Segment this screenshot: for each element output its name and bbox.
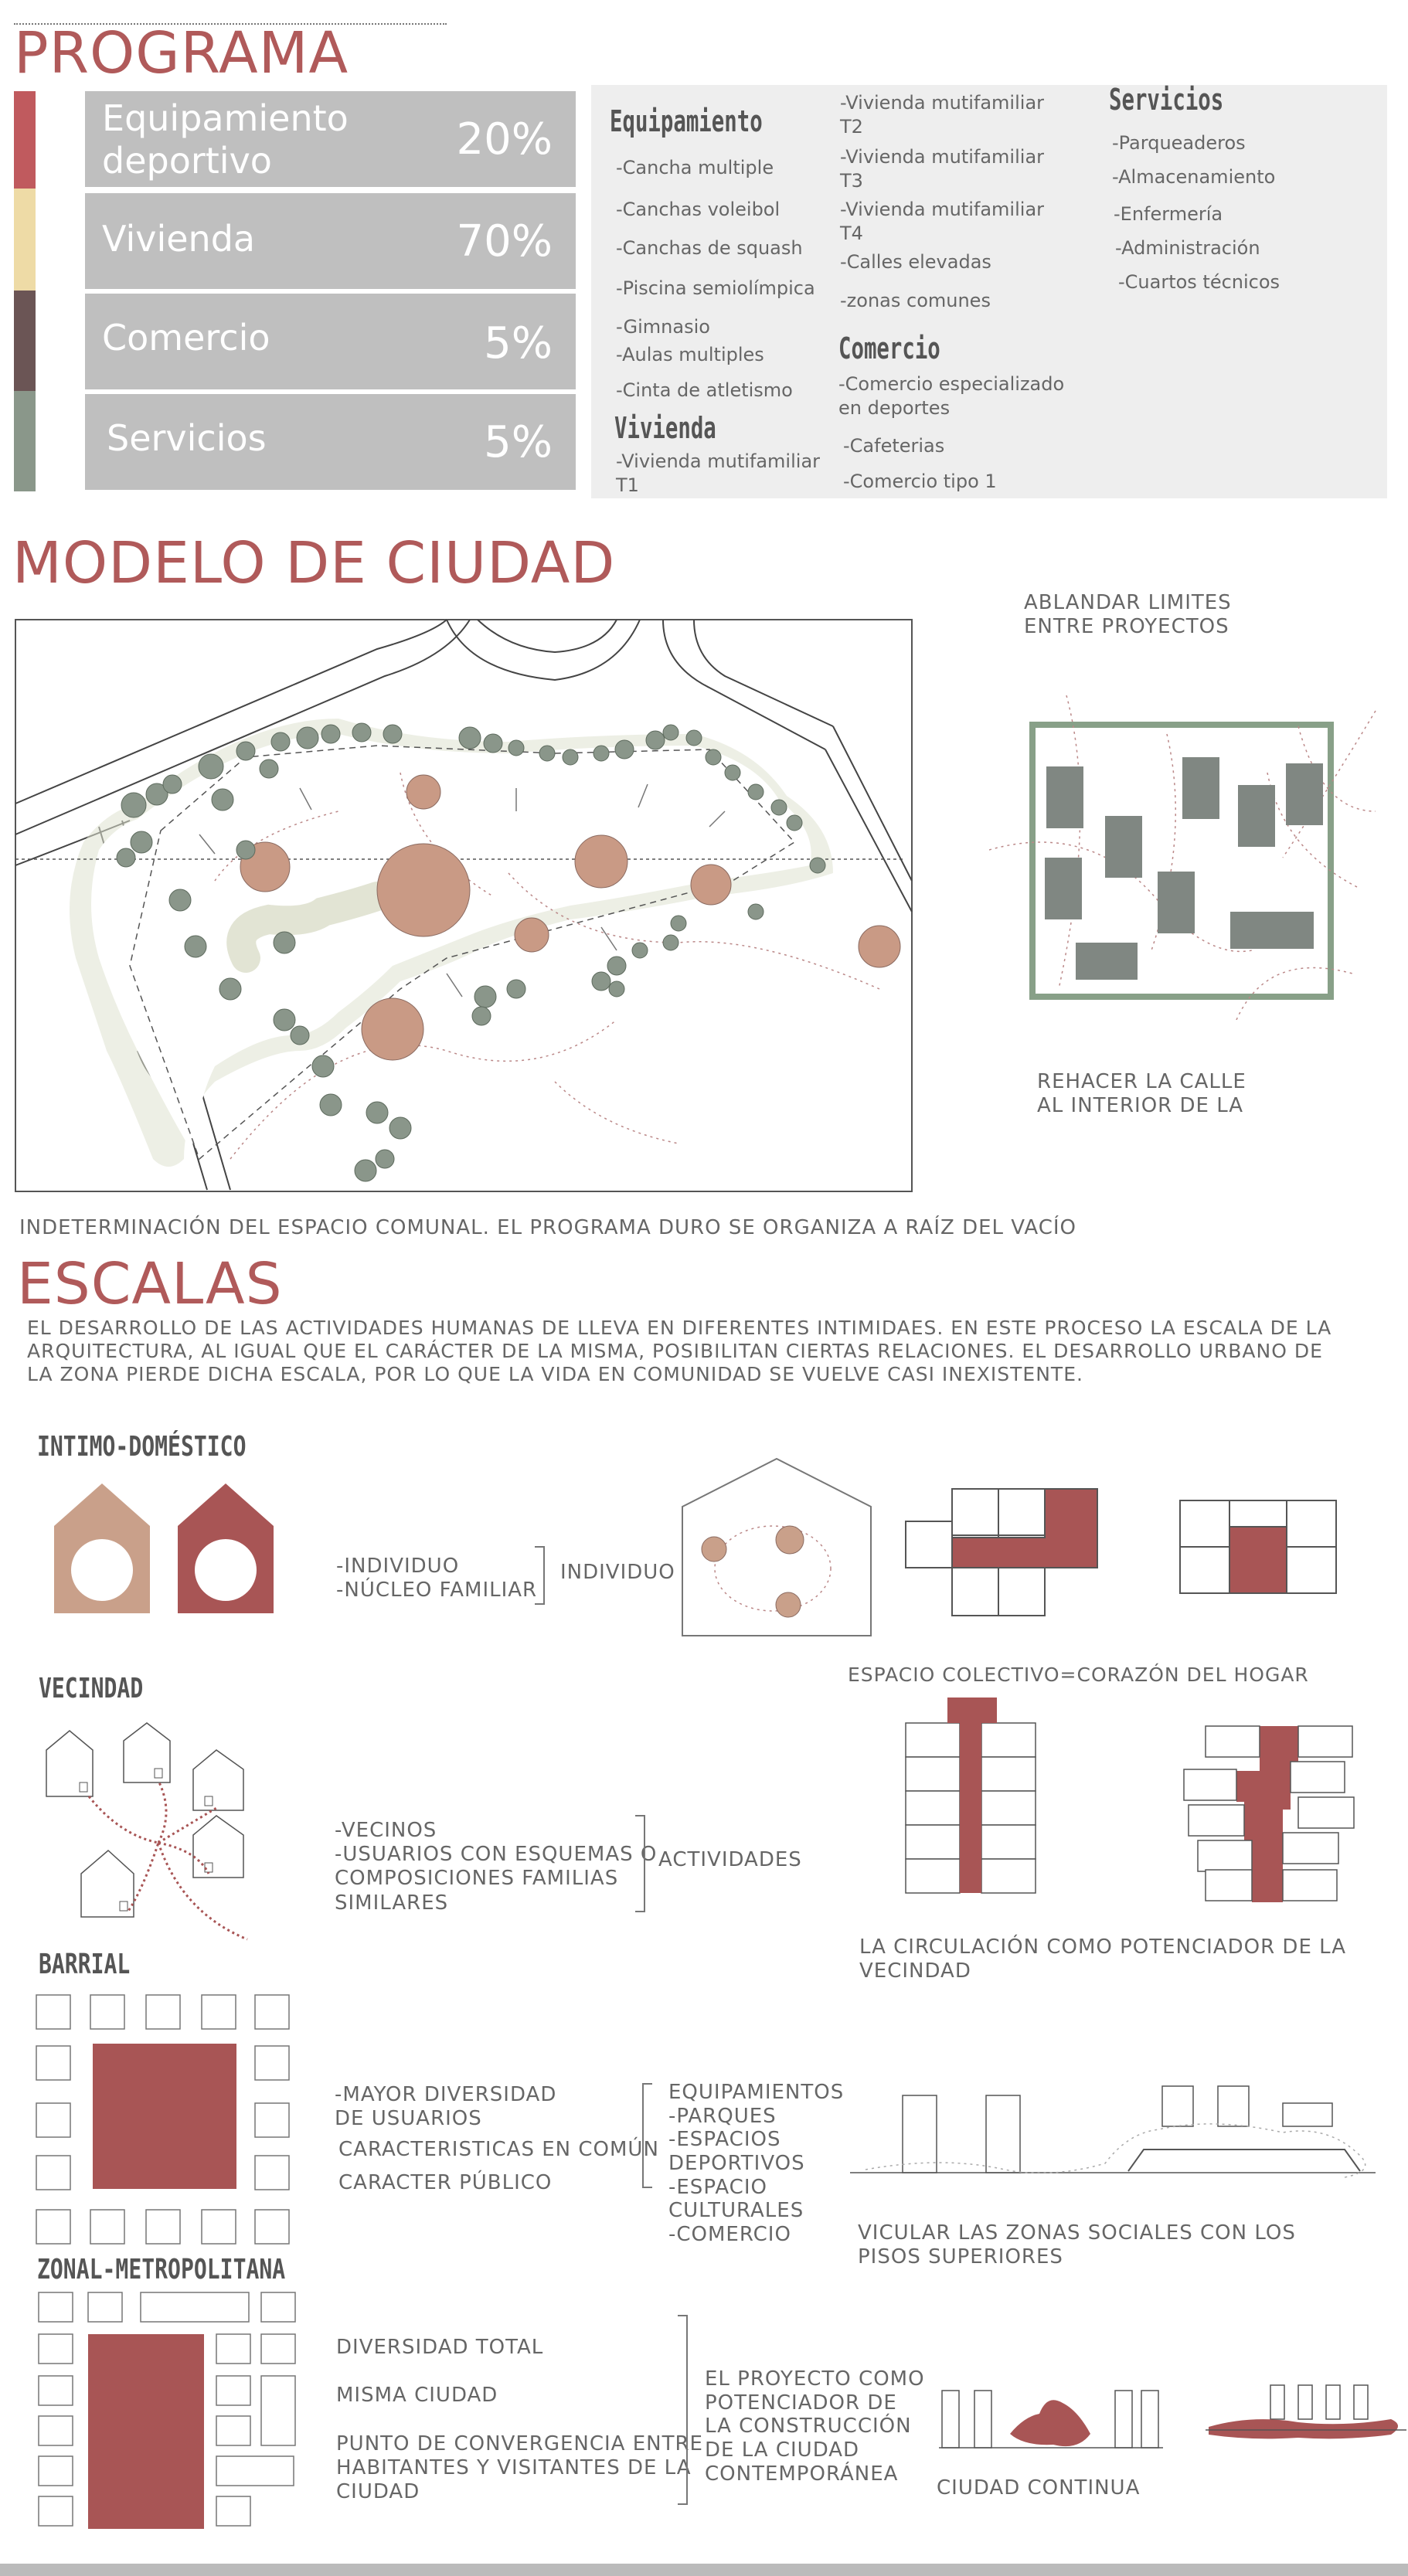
barrial-note: VICULAR LAS ZONAS SOCIALES CON LOS PISOS SUPERIORES (858, 2221, 1296, 2269)
barrial-grid-diagram (35, 1993, 294, 2248)
programa-title: PROGRAMA (14, 20, 349, 87)
panel-item: -Vivienda mutifamiliar T2 (840, 92, 1045, 138)
panel-item: -Gimnasio (616, 316, 710, 338)
intimo-head: INTIMO-DOMÉSTICO (37, 1431, 247, 1463)
escalas-intro: EL DESARROLLO DE LAS ACTIVIDADES HUMANAS DE LLEVA EN DIFERENTES INTIMIDAES. EN ESTE PROCESO LA ESCALA DE LA ARQUITECTURA, AL IGUAL QUE EL CARÁCTER DE LA MISMA, POSIBILITAN CIERTAS RELACIONES. EL DESARROLLO URBANO DE LA ZONA PIERDE DICHA ESCALA, POR LO QUE LA VIDA EN COMUNIDAD SE VUELVE CASI INEXISTENTE. (27, 1317, 1332, 1385)
intimo-group: INDIVIDUO (560, 1561, 675, 1584)
panel-head-vivienda: Vivienda (614, 411, 716, 445)
panel-item: -Vivienda mutifamiliar T3 (840, 146, 1045, 192)
program-label: Equipamiento deportivo (102, 97, 349, 182)
panel-item: -Administración (1115, 237, 1260, 259)
zonal-head: ZONAL-METROPOLITANA (37, 2254, 286, 2285)
circulation-diagram-1 (904, 1696, 1043, 1901)
vecindad-group: ACTIVIDADES (658, 1848, 802, 1871)
panel-item: -Almacenamiento (1112, 166, 1276, 188)
program-label: Comercio (102, 317, 270, 359)
panel-item: -Parqueaderos (1112, 132, 1246, 154)
panel-item: -Comercio tipo 1 (843, 471, 997, 492)
color-bar-vivienda (14, 189, 36, 291)
panel-item: -Enfermería (1114, 203, 1223, 225)
panel-item: -zonas comunes (840, 290, 991, 311)
panel-item: -Aulas multiples (616, 344, 764, 365)
program-percent: 5% (484, 417, 553, 467)
modelo-title: MODELO DE CIUDAD (12, 530, 616, 596)
escalas-title: ESCALAS (17, 1251, 283, 1317)
bottom-bar (0, 2564, 1408, 2576)
zonal-list-1: DIVERSIDAD TOTAL (336, 2336, 544, 2359)
barrial-list-2: CARACTERISTICAS EN COMÚN (338, 2138, 659, 2161)
panel-item: -Cafeterias (843, 435, 945, 457)
plan-diagram-2 (1178, 1499, 1341, 1599)
bracket (533, 1545, 556, 1607)
house-outline-diagram (680, 1456, 873, 1638)
bracket (641, 2082, 665, 2190)
zonal-list-3: PUNTO DE CONVERGENCIA ENTRE HABITANTES Y VISITANTES DE LA CIUDAD (336, 2432, 703, 2504)
vecindad-note: LA CIRCULACIÓN COMO POTENCIADOR DE LA VECINDAD (859, 1935, 1347, 1983)
blocks-diagram (989, 695, 1391, 1020)
program-percent: 20% (456, 114, 553, 165)
program-row-vivienda (85, 193, 576, 289)
program-label: Servicios (107, 417, 267, 459)
program-label: Vivienda (102, 218, 256, 260)
barrial-section-diagram (850, 2078, 1376, 2187)
panel-item: -Cuartos técnicos (1118, 271, 1280, 293)
barrial-list-3: CARACTER PÚBLICO (338, 2171, 553, 2194)
zonal-group: EL PROYECTO COMO POTENCIADOR DE LA CONSTRUCCIÓN DE LA CIUDAD CONTEMPORÁNEA (705, 2367, 925, 2486)
panel-head-servicios: Servicios (1109, 83, 1224, 117)
bracket (676, 2314, 699, 2507)
zonal-note: CIUDAD CONTINUA (937, 2476, 1141, 2500)
house-icons (54, 1483, 278, 1615)
vecindad-list: -VECINOS -USUARIOS CON ESQUEMAS O COMPOSICIONES FAMILIAS SIMILARES (335, 1819, 658, 1915)
plan-diagram-1 (904, 1487, 1105, 1619)
modelo-caption: INDETERMINACIÓN DEL ESPACIO COMUNAL. EL PROGRAMA DURO SE ORGANIZA A RAÍZ DEL VACÍO (19, 1216, 1077, 1239)
bracket (634, 1814, 657, 1915)
panel-item: -Calles elevadas (840, 251, 991, 273)
panel-item: -Comercio especializado en deportes (838, 373, 1065, 420)
panel-item: -Vivienda mutifamiliar T1 (616, 450, 821, 497)
intimo-note: ESPACIO COLECTIVO=CORAZÓN DEL HOGAR (848, 1664, 1309, 1686)
program-percent: 70% (456, 216, 553, 267)
color-bar-servicios (14, 391, 36, 491)
site-plan-diagram (14, 618, 918, 1198)
barrial-group: EQUIPAMIENTOS -PARQUES -ESPACIOS DEPORTIVOS -ESPACIO CULTURALES -COMERCIO (668, 2081, 845, 2247)
neighborhood-houses (43, 1719, 259, 1966)
panel-item: -Piscina semiolímpica (616, 277, 815, 299)
barrial-list-1: -MAYOR DIVERSIDAD DE USUARIOS (335, 2083, 557, 2131)
color-bar-equipamiento (14, 91, 36, 189)
ciudad-continua-diagram-2 (1206, 2384, 1406, 2453)
circulation-diagram-2 (1182, 1725, 1368, 1902)
color-bar-comercio (14, 291, 36, 391)
barrial-head: BARRIAL (39, 1949, 131, 1980)
panel-item: -Vivienda mutifamiliar T4 (840, 199, 1045, 245)
program-row-equipamiento (85, 91, 576, 187)
zonal-list-2: MISMA CIUDAD (336, 2384, 498, 2407)
program-percent: 5% (484, 318, 553, 369)
modelo-label-ablandar: ABLANDAR LIMITES ENTRE PROYECTOS (1024, 591, 1232, 639)
panel-item: -Canchas voleibol (616, 199, 781, 220)
panel-item: -Canchas de squash (616, 237, 803, 259)
panel-head-equipamiento: Equipamiento (610, 104, 763, 138)
program-row-comercio (85, 294, 576, 389)
vecindad-head: VECINDAD (39, 1673, 144, 1704)
panel-item: -Cinta de atletismo (616, 379, 793, 401)
zonal-grid-diagram (37, 2291, 300, 2534)
modelo-label-rehacer: REHACER LA CALLE AL INTERIOR DE LA (1037, 1070, 1246, 1118)
ciudad-continua-diagram (939, 2380, 1163, 2457)
panel-head-comercio: Comercio (838, 331, 940, 365)
panel-item: -Cancha multiple (616, 157, 774, 178)
program-detail-panel (591, 85, 1387, 498)
intimo-list: -INDIVIDUO -NÚCLEO FAMILIAR (336, 1555, 538, 1602)
program-row-servicios (85, 394, 576, 490)
